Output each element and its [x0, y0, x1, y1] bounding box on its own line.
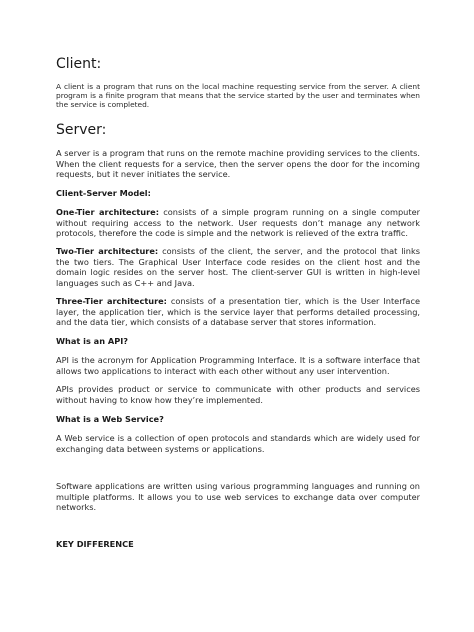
- server-heading: Server:: [56, 122, 107, 138]
- two-tier-text: consists of the client, the server, and the protocol that links the two tiers. The Graphical User Interface code resides on the client host and the domain logic resides on the server host. The client-server GUI is written in high-level languages such as C++ and Java.: [56, 246, 420, 288]
- client-heading: Client:: [56, 56, 102, 72]
- server-paragraph: A server is a program that runs on the remote machine providing services to the clients. When the client requests for a service, then the server opens the door for the incoming requests, but it never initiates the service.: [56, 148, 420, 180]
- key-difference-heading: KEY DIFFERENCE: [56, 539, 134, 549]
- api-paragraph-2: APIs provides product or service to communicate with other products and services without having to know how they’re implemented.: [56, 384, 420, 405]
- api-paragraph-1: API is the acronym for Application Programming Interface. It is a software interface that allows two applications to interact with each other without any user intervention.: [56, 355, 420, 376]
- three-tier-paragraph: [56, 296, 420, 328]
- web-service-paragraph-1: A Web service is a collection of open protocols and standards which are widely used for exchanging data between systems or applications.: [56, 433, 420, 454]
- one-tier-text: consists of a simple program running on a single computer without requiring access to the network. User requests don’t manage any network protocols, therefore the code is simple and the network is relieved of the extra traffic.: [56, 207, 420, 239]
- client-paragraph: A client is a program that runs on the local machine requesting service from the server. A client program is a finite program that means that the service started by the user and terminates when the service is completed.: [56, 82, 420, 109]
- api-heading: What is an API?: [56, 336, 129, 346]
- web-service-heading: What is a Web Service?: [56, 414, 164, 424]
- client-server-model-heading: Client-Server Model:: [56, 188, 151, 198]
- three-tier-text: consists of a presentation tier, which is the User Interface layer, the application tier, which is the service layer that performs detailed processing, and the data tier, which consists of a database server that stores information.: [56, 296, 420, 328]
- three-tier-label: Three-Tier architecture:: [56, 296, 167, 306]
- one-tier-label: One-Tier architecture:: [56, 207, 160, 217]
- two-tier-paragraph: [56, 246, 420, 288]
- two-tier-label: Two-Tier architecture:: [56, 246, 159, 256]
- web-service-paragraph-2: Software applications are written using various programming languages and running on multiple platforms. It allows you to use web services to exchange data over computer networks.: [56, 481, 420, 513]
- one-tier-paragraph: [56, 207, 420, 239]
